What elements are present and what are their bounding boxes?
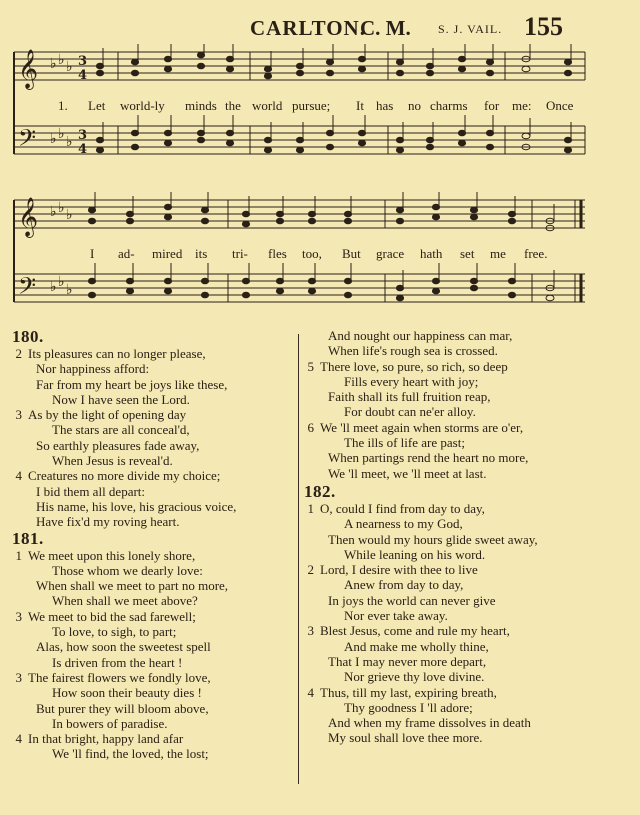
note-chord: [164, 263, 171, 294]
note-chord: [164, 44, 171, 72]
page-number: 155: [524, 12, 563, 41]
left-column: [8, 328, 294, 762]
svg-text:♭: ♭: [58, 200, 65, 216]
note-chord: [546, 204, 554, 231]
note-chord: [508, 263, 515, 298]
svg-text:♭: ♭: [66, 134, 73, 150]
note-chord: [546, 270, 554, 301]
note-chord: [326, 44, 333, 76]
verse-columns: [0, 328, 640, 808]
stanza: 1 O, could I find from day to day, A nearness to my God, Then would my hours glide sweet away, While leaning on his word.: [307, 500, 538, 562]
note-chord: [88, 263, 95, 298]
column-divider: [298, 334, 299, 784]
tune-title: CARLTON.: [250, 16, 366, 40]
note-chord: [432, 263, 439, 294]
stanza: 6 We 'll meet again when storms are o'er, The ills of life are past; When partings rend the heart no more, We 'll meet, we 'll meet at last.: [307, 419, 529, 481]
note-chord: [396, 270, 403, 301]
svg-text:♭: ♭: [50, 56, 57, 72]
stanza: 3 The fairest flowers we fondly love, How soon their beauty dies ! But purer they will bloom above, In bowers of paradise.: [15, 669, 211, 731]
note-chord: [458, 44, 465, 72]
svg-text:3: 3: [78, 54, 88, 69]
note-chord: [564, 122, 571, 153]
stanza: 4 In that bright, happy land afar We 'll find, the loved, the lost;: [15, 731, 209, 762]
note-chord: [126, 263, 133, 294]
note-chord: [486, 44, 493, 76]
note-chord: [432, 192, 439, 220]
hymn-number-180: 180.: [12, 327, 44, 346]
note-chord: [326, 115, 333, 150]
svg-text:♭: ♭: [58, 126, 65, 142]
note-chord: [164, 192, 171, 220]
note-chord: [242, 196, 249, 227]
page-header: [0, 14, 640, 44]
note-chord: [470, 263, 477, 291]
svg-text:♭: ♭: [50, 279, 57, 295]
stanza: 2 Lord, I desire with thee to live Anew from day to day, In joys the world can never give Nor ever take away.: [307, 562, 496, 624]
stanza: 4 Thus, till my last, expiring breath, Thy goodness I 'll adore; And when my frame dissolves in death My soul shall love thee more.: [307, 684, 531, 746]
note-chord: [564, 44, 571, 76]
note-chord: [486, 115, 493, 150]
note-chord: [226, 44, 233, 72]
note-chord: [197, 44, 204, 69]
svg-text:3: 3: [78, 128, 88, 143]
note-chord: [131, 44, 138, 76]
svg-text:𝄞: 𝄞: [18, 49, 39, 89]
note-chord: [358, 44, 365, 72]
stanza: 3 We meet to bid the sad farewell; To love, to sigh, to part; Alas, how soon the sweetest spell Is driven from the heart !: [15, 608, 211, 670]
stanza: 3 As by the light of opening day The stars are all conceal'd, So earthly pleasures fade away, When Jesus is reveal'd.: [15, 407, 200, 469]
note-chord: [164, 115, 171, 146]
note-chord: [197, 115, 204, 143]
note-chord: [264, 51, 271, 79]
note-chord: [396, 192, 403, 224]
svg-text:𝄢: 𝄢: [18, 272, 37, 305]
svg-text:♭: ♭: [66, 59, 73, 75]
note-chord: [470, 192, 477, 220]
note-chord: [201, 263, 208, 298]
note-chord: [201, 192, 208, 224]
svg-text:♭: ♭: [50, 131, 57, 147]
note-chord: [88, 192, 95, 224]
svg-text:♭: ♭: [58, 52, 65, 68]
stanza: 1 We meet upon this lonely shore, Those whom we dearly love: When shall we meet to part no more, When shall we meet above?: [15, 547, 229, 609]
note-chord: [242, 263, 249, 298]
stanza: And nought our happiness can mar, When life's rough sea is crossed.: [328, 328, 513, 359]
note-chord: [358, 115, 365, 146]
note-chord: [396, 122, 403, 153]
tune-meter: C. M.: [360, 16, 411, 40]
note-chord: [308, 263, 315, 294]
svg-text:♭: ♭: [50, 204, 57, 220]
svg-text:4: 4: [78, 142, 88, 157]
svg-text:♭: ♭: [66, 282, 73, 298]
note-chord: [96, 122, 103, 153]
right-column: [300, 328, 605, 746]
note-chord: [296, 122, 303, 153]
svg-text:𝄞: 𝄞: [18, 197, 39, 237]
note-chord: [396, 44, 403, 76]
svg-text:𝄢: 𝄢: [18, 124, 37, 157]
note-chord: [276, 263, 283, 294]
note-chord: [264, 122, 271, 153]
lyrics-system-2: I ad- mired its tri- fles too, But grace hath set me free.: [90, 246, 548, 261]
composer-credit: S. J. VAIL.: [438, 22, 503, 36]
stanza: 4 Creatures no more divide my choice; I bid them all depart: His name, his love, his gracious voice, Have fix'd my roving heart.: [15, 468, 237, 530]
stanza: 5 There love, so pure, so rich, so deep Fills every heart with joy; Faith shall its full fruition reap, For doubt can ne'er alloy.: [307, 358, 508, 420]
svg-text:4: 4: [78, 68, 88, 83]
svg-text:♭: ♭: [66, 207, 73, 223]
stanza: 3 Blest Jesus, come and rule my heart, And make me wholly thine, That I may never more depart, Nor grieve thy love divine.: [307, 623, 510, 685]
svg-text:♭: ♭: [58, 274, 65, 290]
hymn-number-182: 182.: [304, 481, 336, 501]
lyrics-system-1: 1. Let world-ly minds the world pursue; It has no charms for me: Once: [58, 98, 574, 113]
note-chord: [522, 44, 530, 72]
note-chord: [344, 263, 351, 298]
hymn-number-181: 181.: [12, 528, 44, 548]
note-chord: [458, 115, 465, 146]
note-chord: [131, 115, 138, 150]
stanza: 2 Its pleasures can no longer please, Nor happiness afford: Far from my heart be joys like these, Now I have seen the Lord.: [15, 346, 228, 407]
note-chord: [522, 118, 530, 150]
note-chord: [226, 115, 233, 146]
